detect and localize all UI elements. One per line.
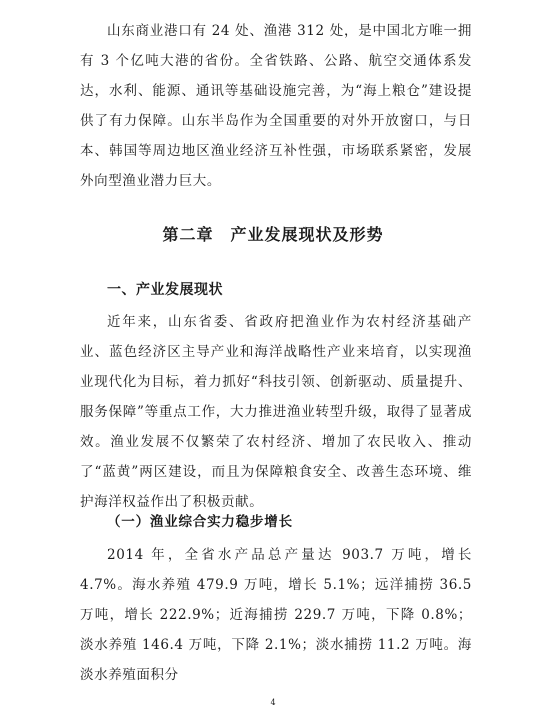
page-number: 4 — [270, 698, 276, 707]
chapter-title: 第二章 产业发展现状及形势 — [162, 225, 384, 244]
paragraph-intro: 山东商业港口有 24 处、渔港 312 处，是中国北方唯一拥有 3 个亿吨大港的省份。全省铁路、公路、航空交通体系发达，水利、能源、通讯等基础设施完善，为“海上粮仓”建设提供了有力保障。山东半岛作为全国重要的对外开放窗口，与日本、韩国等周边地区渔业经济互补性强，市场联系紧密，发展外向型渔业潜力巨大。 — [80, 23, 472, 189]
paragraph-production-stats: 2014 年，全省水产品总产量达 903.7 万吨，增长 4.7%。海水养殖 479.9 万吨，增长 5.1%；远洋捕捞 36.5 万吨，增长 222.9%；近海捕捞 229.7 万吨，下降 0.8%；淡水养殖 146.4 万吨，下降 2.1%；淡水捕捞 11.2 万吨。海淡水养殖面积分 — [80, 547, 472, 683]
paragraph-industry-status: 近年来，山东省委、省政府把渔业作为农村经济基础产业、蓝色经济区主导产业和海洋战略性产业来培育，以实现渔业现代化为目标，着力抓好“科技引领、创新驱动、质量提升、服务保障”等重点工作，大力推进渔业转型升级，取得了显著成效。渔业发展不仅繁荣了农村经济、增加了农民收入、推动了“蓝黄”两区建设，而且为保障粮食安全、改善生态环境、维护海洋权益作出了积极贡献。 — [80, 314, 472, 510]
sub-heading: （一）渔业综合实力稳步增长 — [107, 514, 293, 530]
section-heading: 一、产业发展现状 — [107, 282, 223, 298]
